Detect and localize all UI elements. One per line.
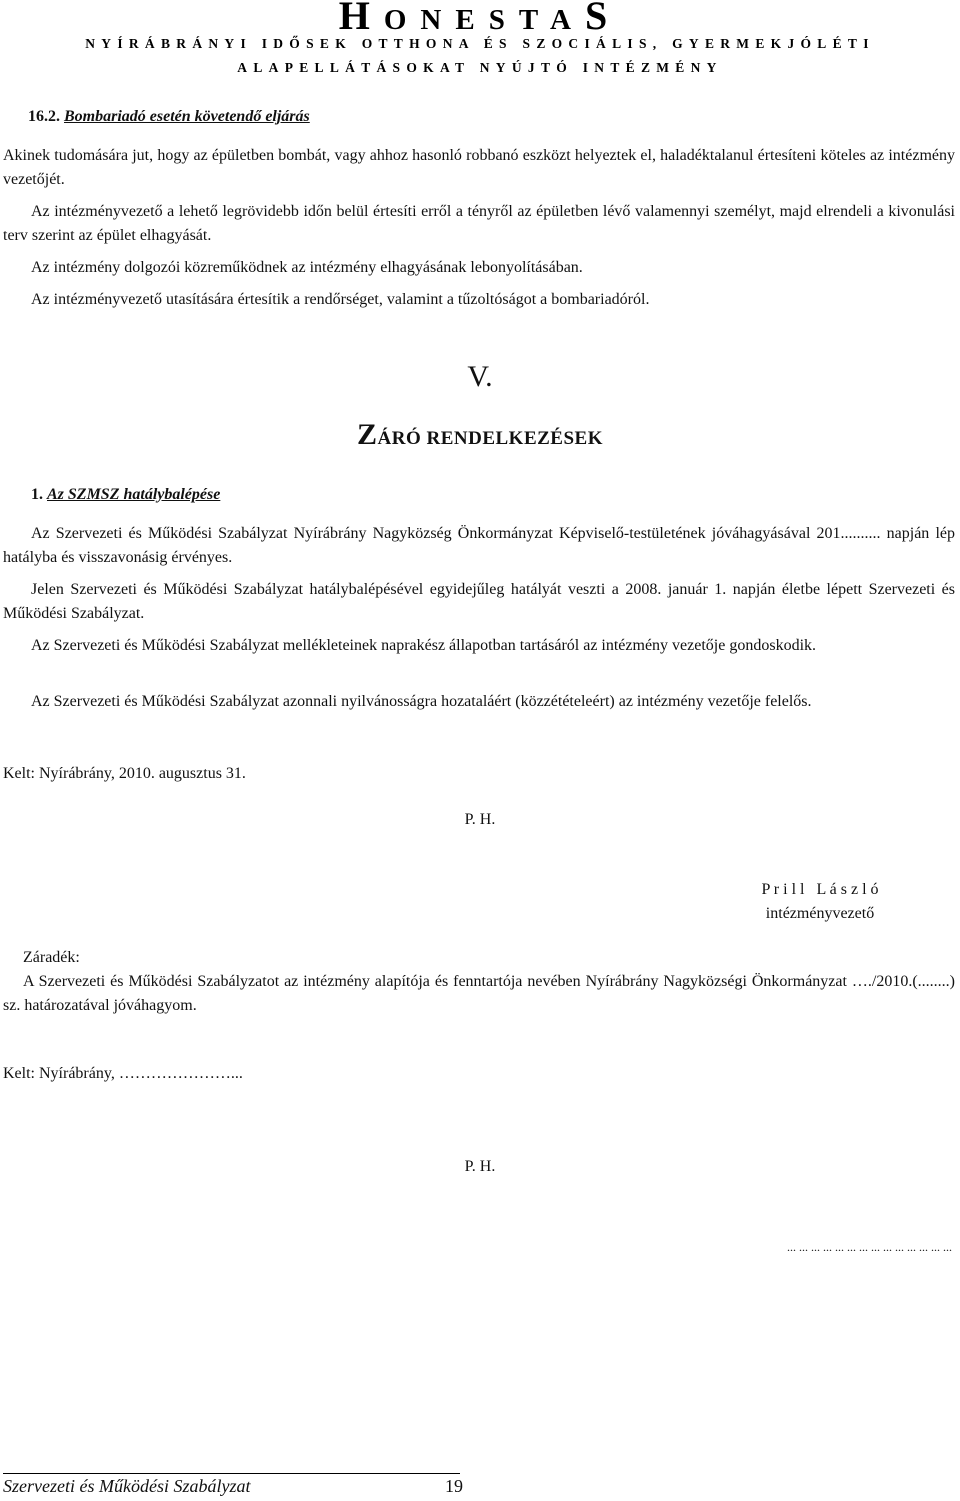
clause-date-line: Kelt: Nyírábrány, …………………... [3, 1065, 243, 1082]
footer-page-number: 19 [445, 1476, 463, 1496]
date-line: Kelt: Nyírábrány, 2010. augusztus 31. [3, 765, 246, 782]
section-title: Az SZMSZ hatálybalépése [47, 486, 221, 503]
paragraph: Akinek tudomására jut, hogy az épületben bombát, vagy ahhoz hasonló robbanó eszközt helyeztek el, haladéktalanul értesíteni köteles az intézmény vezetőjét. [3, 147, 955, 188]
chapter-number: V. [467, 360, 493, 393]
paragraph: Az Szervezeti és Működési Szabályzat mellékleteinek naprakész állapotban tartásáról az intézmény vezetője gondoskodik. [31, 637, 817, 654]
section-number: 1. [31, 486, 43, 503]
paragraph: Az intézményvezető a lehető legrövidebb időn belül értesíti erről a tényről az épületben lévő valamennyi személyt, majd elrendeli a kivonulási terv szerint az épület elhagyását. [3, 203, 955, 244]
chapter-title-rest: ÁRÓ RENDELKEZÉSEK [377, 428, 603, 449]
paragraph: Az Szervezeti és Működési Szabályzat Nyírábrány Nagyközség Önkormányzat Képviselő-testületének jóváhagyásával 201.......... napján lép hatályba és visszavonásig érvényes. [3, 525, 955, 566]
chapter-title-initial: Z [357, 418, 378, 451]
org-name-line-1: NYÍRÁBRÁNYI IDŐSEK OTTHONA ÉS SZOCIÁLIS, GYERMEKJÓLÉTI [85, 36, 875, 51]
institution-logo [0, 0, 960, 40]
section-number: 16.2. [28, 108, 60, 125]
logo-first-letter: H [338, 0, 384, 38]
section-title: Bombariadó esetén követendő eljárás [64, 108, 310, 125]
paragraph: Az intézmény dolgozói közreműködnek az intézmény elhagyásának lebonyolításában. [31, 259, 583, 276]
paragraph: Az intézményvezető utasítására értesítik a rendőrséget, valamint a tűzoltóságot a bombariadóról. [31, 291, 650, 308]
signatory-role: intézményvezető [765, 905, 875, 922]
org-name-line-2: ALAPELLÁTÁSOKAT NYÚJTÓ INTÉZMÉNY [237, 60, 723, 75]
signatory-name: P r i l l L á s z l ó [761, 881, 879, 898]
section-heading-16-2 [28, 108, 310, 126]
signature-dotted-line: ... ... ... ... ... ... ... ... ... ... ... ... ... ... [787, 1240, 952, 1254]
logo-last-letter: S [584, 0, 622, 38]
footer-document-title: Szervezeti és Működési Szabályzat [3, 1476, 251, 1496]
clause-label: Záradék: [23, 949, 80, 966]
paragraph: Az Szervezeti és Működési Szabályzat azonnali nyilvánosságra hozataláért (közzétételeért) az intézmény vezetője felelős. [31, 693, 812, 710]
logo-middle-letters: ONESTA [383, 4, 585, 36]
clause-text: A Szervezeti és Működési Szabályzatot az intézmény alapítója és fenntartója nevében Nyírábrány Nagyközségi Önkormányzat …./2010.(........) sz. határozatával jóváhagyom. [3, 973, 955, 1014]
chapter-title [0, 418, 960, 452]
paragraph: Jelen Szervezeti és Működési Szabályzat hatálybalépésével egyidejűleg hatályát veszti a 2008. január 1. napján életbe lépett Szervezeti és Működési Szabályzat. [3, 581, 955, 622]
stamp-placeholder: P. H. [464, 811, 496, 828]
section-heading-1 [31, 486, 220, 504]
clause-stamp-placeholder: P. H. [464, 1158, 496, 1175]
footer-divider [3, 1473, 460, 1474]
